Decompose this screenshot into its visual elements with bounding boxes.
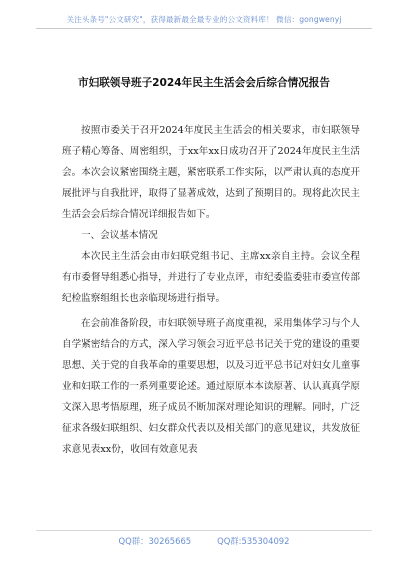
document-body [62,120,360,460]
footer-divider [36,530,372,531]
header-divider [36,28,372,29]
paragraph-meeting-info: 本次民主生活会由市妇联党组书记、主席xx亲自主持。会议全程有市委督导组悉心指导，并进行了专业点评，市纪委监委驻市委宣传部纪检监察组组长也亲临现场进行指导。 [62,251,360,304]
footer-qq-group-1: QQ群：30265665 [118,536,192,546]
section-heading: 一、会议基本情况 [81,230,158,241]
paragraph-preparation: 在会前准备阶段，市妇联领导班子高度重视，采用集体学习与个人自学紧密结合的方式，深入学习领会习近平总书记关于党的建设的重要思想、关于党的自我革命的重要思想，以及习近平总书记对妇女儿童事业和妇联工作的一系列重要论述。通过原原本本读原著、认认真真学原文深入思考悟原理，班子成员不断加深对理论知识的理解。同时，广泛征求各级妇联组织、妇女群众代表以及相关部门的意见建议，共发放征求意见表xx份，收回有效意见表 [62,318,360,455]
document-title: 市妇联领导班子2024年民主生活会会后综合情况报告 [78,77,330,89]
page-header-banner: 关注头条号"公文研究"，获得最新最全最专业的公文资料库！ 微信：gongwenyj [66,15,342,24]
footer-qq-group-2: QQ群:535304092 [217,536,290,546]
page-footer [0,535,408,547]
paragraph-intro: 按照市委关于召开2024年度民主生活会的相关要求，市妇联领导班子精心筹备、周密组织，于xx年xx日成功召开了2024年度民主生活会。本次会议紧密围绕主题，紧密联系工作实际，以严肃认真的态度开展批评与自我批评，取得了显著成效，达到了预期目的。现将此次民主生活会会后综合情况详细报告如下。 [62,125,360,220]
